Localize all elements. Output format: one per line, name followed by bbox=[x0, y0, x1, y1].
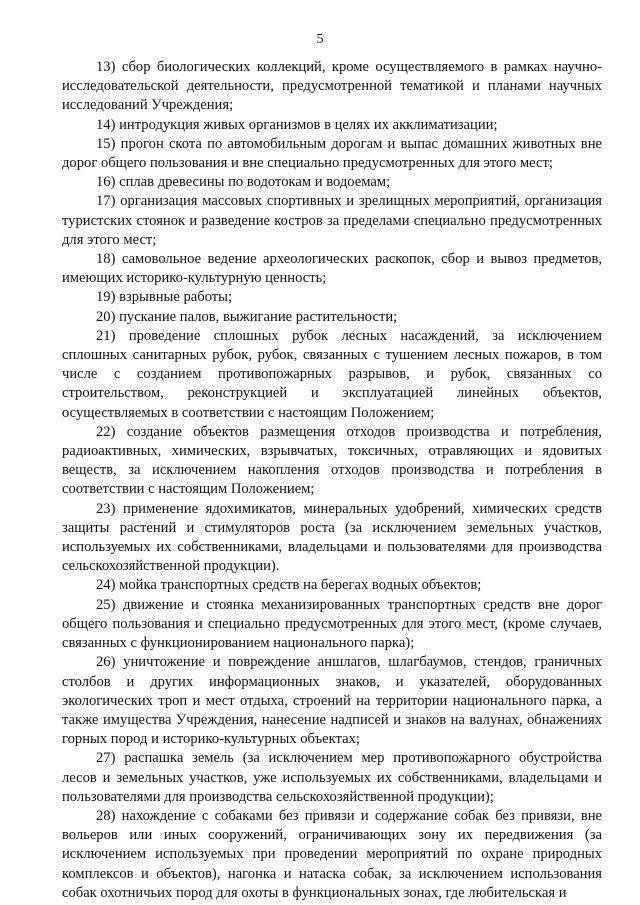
paragraph-28: 28) нахождение с собаками без привязи и содержание собак без привязи, вне вольеров или иных сооружений, ограничивающих зону их передвижения (за исключением используемых при проведении мероприятий по охране природных комплексов и объектов), нагонка и натаска собак, за исключением использования собак охотничьих пород для охоты в функциональных зонах, где любительская и bbox=[62, 807, 602, 901]
paragraph-15: 15) прогон скота по автомобильным дорогам и выпас домашних животных вне дорог общего пользования и вне специально предусмотренных для этого мест; bbox=[62, 135, 602, 172]
paragraph-17: 17) организация массовых спортивных и зрелищных мероприятий, организация туристских стоянок и разведение костров за пределами специально предусмотренных для этого мест; bbox=[62, 193, 602, 248]
page-number: 5 bbox=[316, 32, 324, 47]
document-body bbox=[62, 58, 602, 903]
paragraph-22: 22) создание объектов размещения отходов производства и потребления, радиоактивных, химических, взрывчатых, токсичных, отравляющих и ядовитых веществ, за исключением накопления отходов производства и потребления в соответствии с настоящим Положением; bbox=[62, 423, 602, 498]
paragraph-21: 21) проведение сплошных рубок лесных насаждений, за исключением сплошных санитарных рубок, рубок, связанных с тушением лесных пожаров, в том числе с созданием противопожарных разрывов, и рубок, связанных со строительством, реконструкцией и эксплуатацией линейных объектов, осуществляемых в соответствии с настоящим Положением; bbox=[62, 327, 602, 421]
paragraph-13: 13) сбор биологических коллекций, кроме осуществляемого в рамках научно-исследовательской деятельности, предусмотренной тематикой и планами научных исследований Учреждения; bbox=[62, 59, 602, 114]
paragraph-16: 16) сплав древесины по водотокам и водоемам; bbox=[96, 174, 391, 191]
paragraph-24: 24) мойка транспортных средств на берегах водных объектов; bbox=[96, 577, 482, 594]
paragraph-27: 27) распашка земель (за исключением мер противопожарного обустройства лесов и земельных участков, уже используемых их собственниками, владельцами и пользователями для производства сельскохозяйственной продукции); bbox=[62, 750, 602, 805]
paragraph-14: 14) интродукция живых организмов в целях их акклиматизации; bbox=[96, 116, 498, 133]
paragraph-25: 25) движение и стоянка механизированных транспортных средств вне дорог общего пользования и специально предусмотренных для этого мест, (кроме случаев, связанных с функционированием национального парка); bbox=[62, 596, 602, 652]
paragraph-20: 20) пускание палов, выжигание растительности; bbox=[96, 308, 398, 325]
paragraph-26: 26) уничтожение и повреждение аншлагов, шлагбаумов, стендов, граничных столбов и других информационных знаков, и указателей, оборудованных экологических троп и мест отдыха, строений на территории национального парка, а также имущества Учреждения, нанесение надписей и знаков на валунах, обнажениях горных пород и историко-культурных объектах; bbox=[62, 654, 602, 748]
paragraph-19: 19) взрывные работы; bbox=[96, 289, 233, 306]
paragraph-23: 23) применение ядохимикатов, минеральных удобрений, химических средств защиты растений и стимуляторов роста (за исключением земельных участков, используемых их собственниками, владельцами и пользователями для производства сельскохозяйственной продукции). bbox=[62, 500, 602, 575]
paragraph-18: 18) самовольное ведение археологических раскопок, сбор и вывоз предметов, имеющих историко-культурную ценность; bbox=[62, 251, 602, 287]
